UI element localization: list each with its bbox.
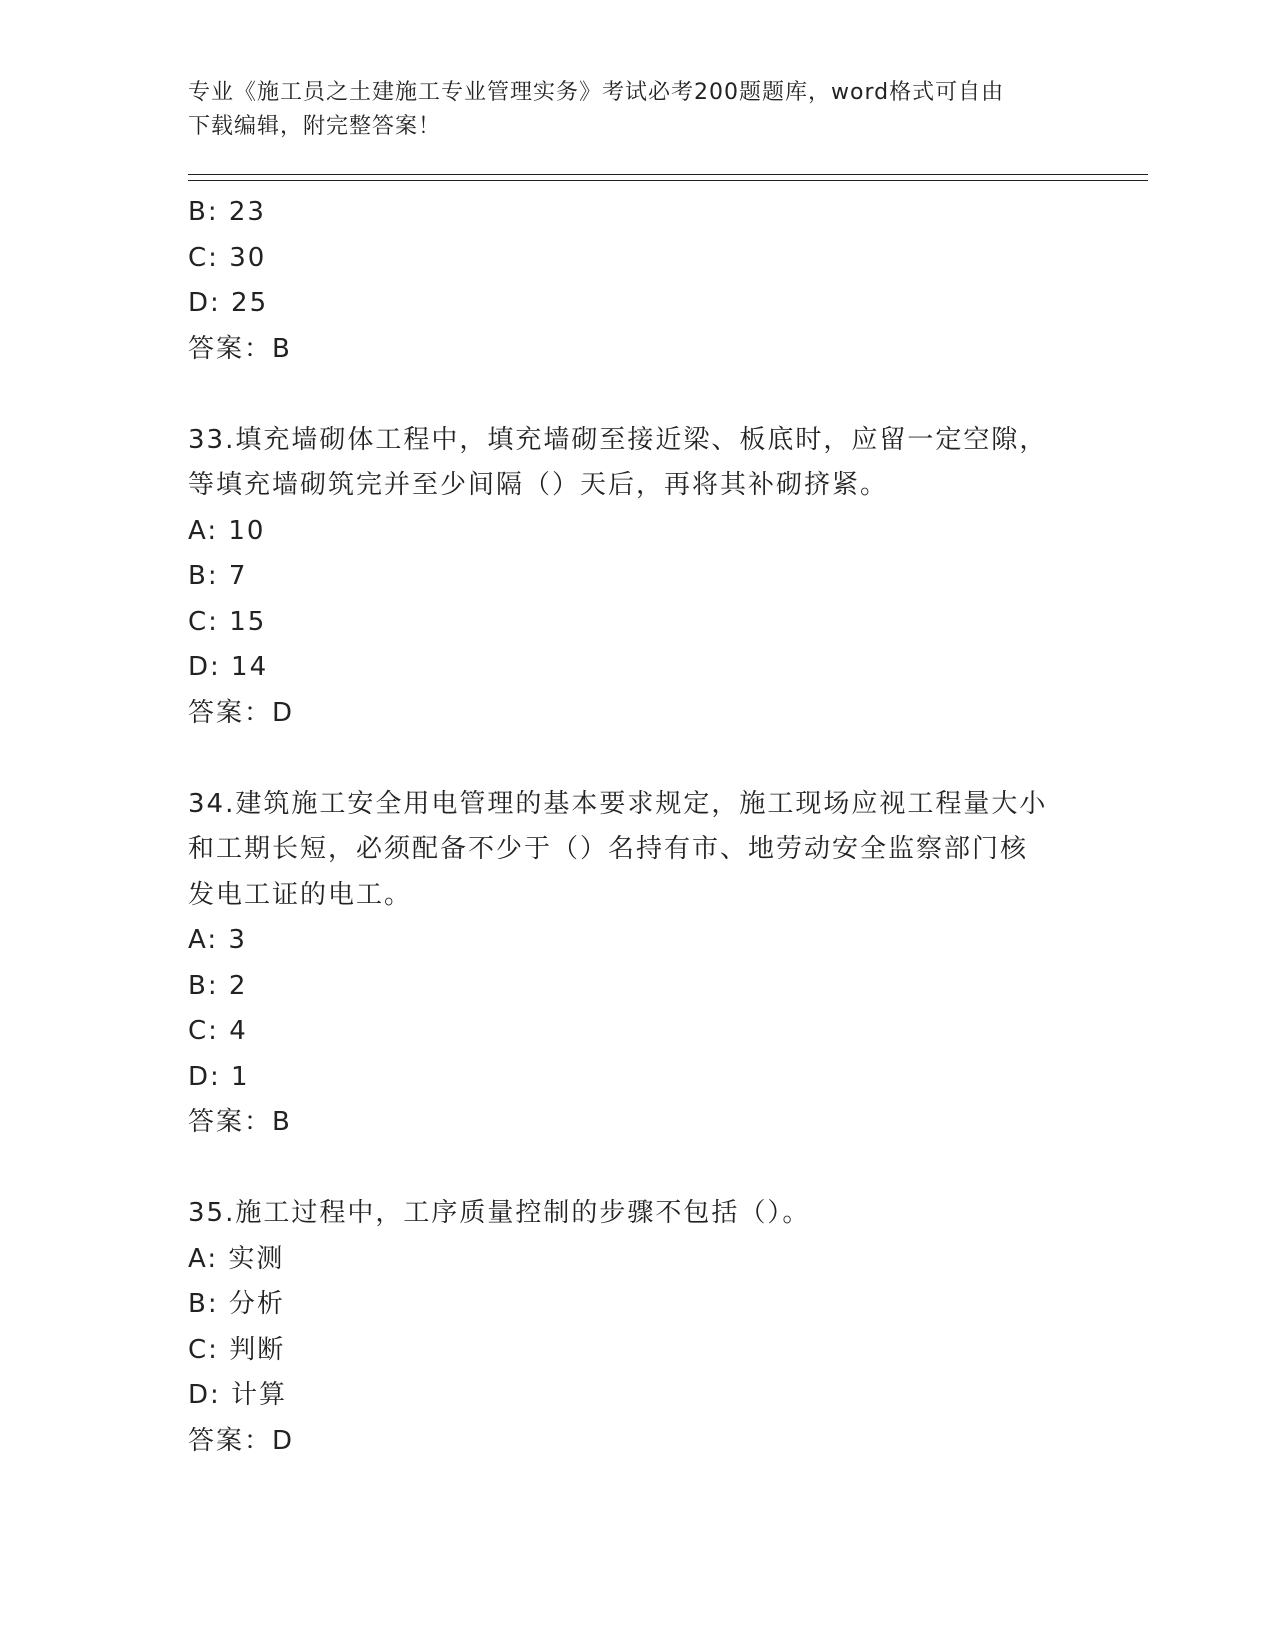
header-line-1: 专业《施工员之土建施工专业管理实务》考试必考200题题库，word格式可自由 — [188, 80, 1005, 105]
question-text-line: 35.施工过程中，工序质量控制的步骤不包括（）。 — [188, 1198, 811, 1228]
option-letter: D: — [188, 652, 221, 682]
option-letter: A: — [188, 1243, 219, 1274]
page-header — [188, 76, 1068, 144]
spacer — [188, 1146, 1088, 1192]
header-rule-bottom — [188, 180, 1148, 181]
spacer — [188, 736, 1088, 782]
option-text: 10 — [228, 515, 266, 546]
option-letter: B: — [188, 561, 219, 591]
option-letter: B: — [188, 970, 219, 1001]
option-letter: A: — [188, 515, 219, 546]
header-rule-top — [188, 174, 1148, 175]
answer-line: 答案：D — [188, 697, 295, 728]
header-line-2: 下载编辑，附完整答案！ — [188, 114, 442, 139]
option-letter: C: — [188, 606, 219, 637]
option-b — [188, 554, 1088, 600]
option-letter: D: — [188, 288, 221, 318]
option-text: 计算 — [231, 1380, 288, 1410]
option-a — [188, 509, 1088, 555]
option-text: 3 — [228, 925, 247, 955]
option-text: 14 — [231, 652, 269, 682]
question-block-32-continued — [188, 190, 1088, 372]
question-text-line: 等填充墙砌筑完并至少间隔（）天后，再将其补砌挤紧。 — [188, 470, 889, 500]
question-text-line: 发电工证的电工。 — [188, 879, 413, 910]
option-c — [188, 1009, 1088, 1055]
option-c — [188, 1328, 1088, 1374]
option-letter: C: — [188, 242, 219, 273]
option-b — [188, 1282, 1088, 1328]
option-text: 25 — [231, 288, 269, 318]
option-d — [188, 645, 1088, 691]
option-c — [188, 600, 1088, 646]
question-text-line: 和工期长短，必须配备不少于（）名持有市、地劳动安全监察部门核 — [188, 834, 1029, 864]
option-text: 判断 — [229, 1334, 286, 1365]
option-c — [188, 236, 1088, 282]
question-block-35 — [188, 1191, 1088, 1464]
question-block-34 — [188, 782, 1088, 1146]
spacer — [188, 372, 1088, 418]
question-text-line: 34.建筑施工安全用电管理的基本要求规定，施工现场应视工程量大小 — [188, 788, 1048, 819]
option-text: 2 — [228, 970, 248, 1001]
option-d — [188, 281, 1088, 327]
option-letter: A: — [188, 925, 219, 955]
option-text: 4 — [229, 1016, 248, 1046]
option-letter: B: — [188, 1289, 219, 1319]
answer-line: 答案：B — [188, 333, 292, 364]
option-letter: C: — [188, 1334, 219, 1365]
option-a — [188, 1237, 1088, 1283]
option-letter: C: — [188, 1016, 219, 1046]
option-b — [188, 964, 1088, 1010]
answer-line: 答案：D — [188, 1425, 295, 1456]
option-d — [188, 1055, 1088, 1101]
answer-line: 答案：B — [188, 1107, 292, 1137]
option-letter: D: — [188, 1380, 221, 1410]
option-letter: B: — [188, 197, 219, 227]
option-letter: D: — [188, 1061, 221, 1092]
option-a — [188, 918, 1088, 964]
option-text: 7 — [228, 561, 248, 591]
option-b — [188, 190, 1088, 236]
option-text: 23 — [228, 197, 266, 227]
option-text: 30 — [229, 242, 267, 273]
question-block-33 — [188, 418, 1088, 737]
option-text: 15 — [229, 606, 267, 637]
option-d — [188, 1373, 1088, 1419]
option-text: 分析 — [228, 1289, 285, 1319]
option-text: 实测 — [228, 1243, 285, 1274]
question-list — [188, 190, 1088, 1464]
question-text-line: 33.填充墙砌体工程中，填充墙砌至接近梁、板底时，应留一定空隙， — [188, 424, 1048, 455]
option-text: 1 — [231, 1061, 250, 1092]
